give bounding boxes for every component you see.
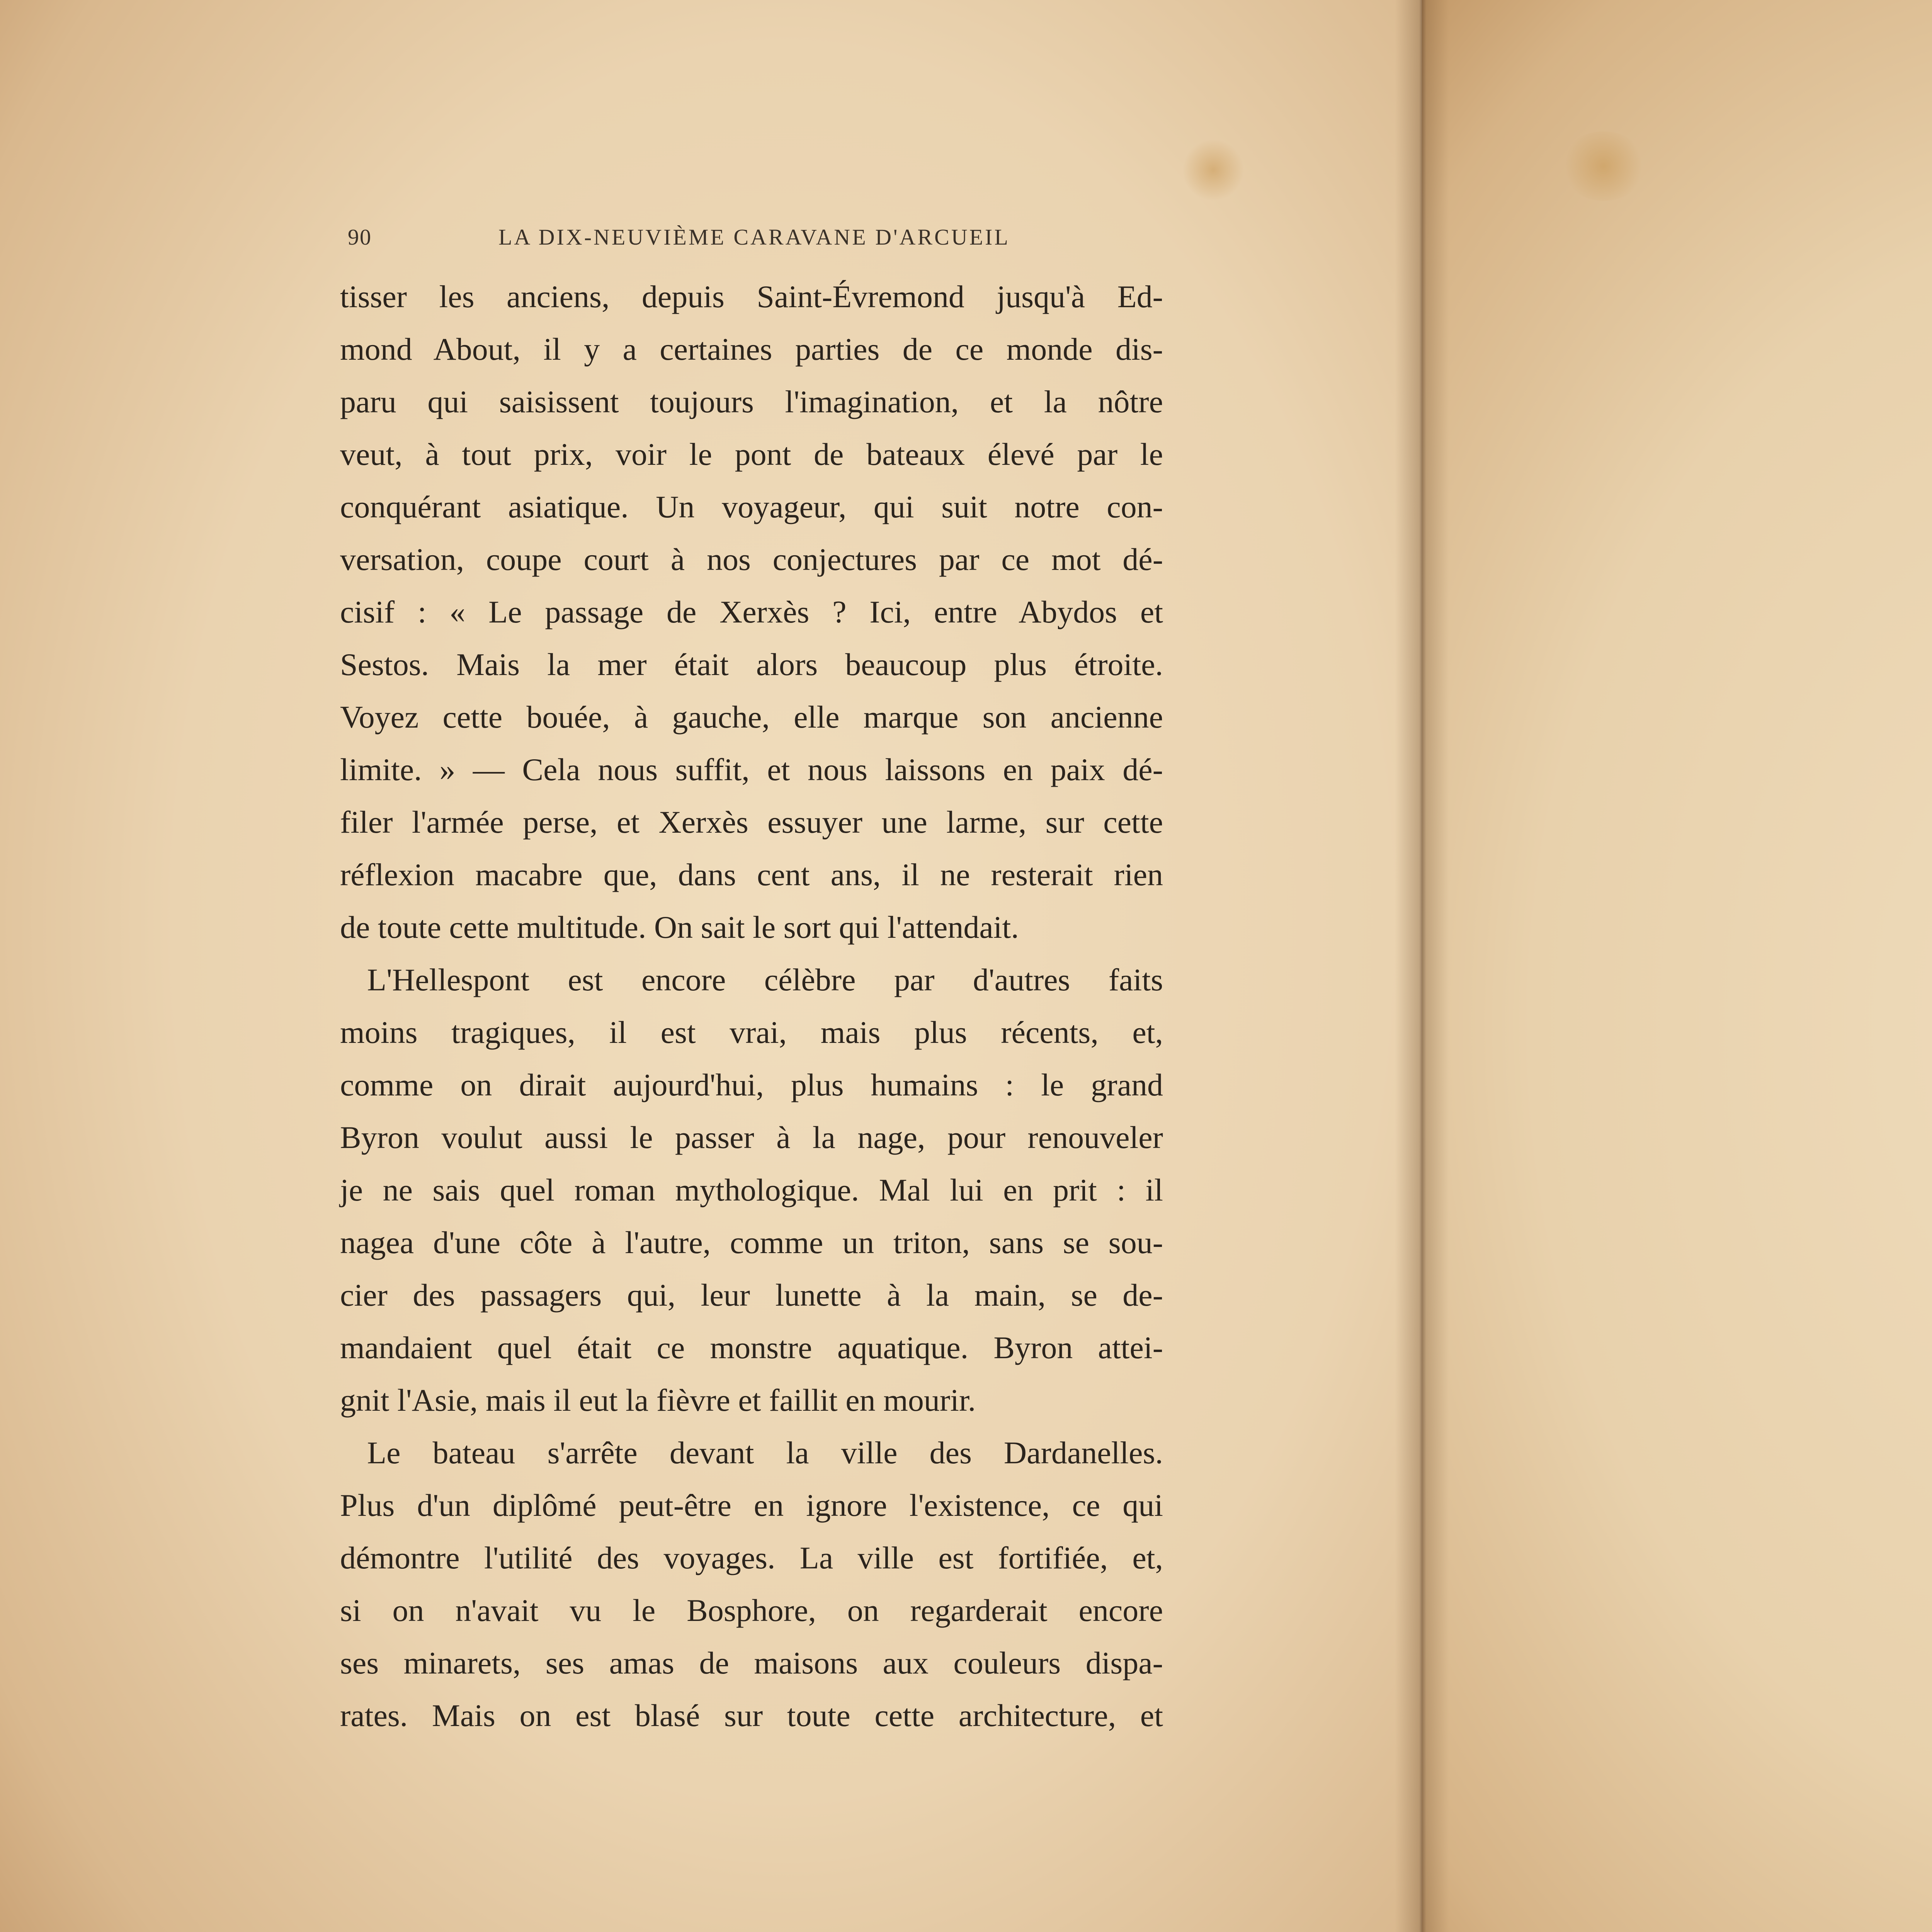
text-line: tisser les anciens, depuis Saint-Évremond jusqu'à Ed- (340, 279, 1163, 314)
text-line: Plus d'un diplômé peut-être en ignore l'existence, ce qui (340, 1488, 1163, 1523)
text-line: limite. » — Cela nous suffit, et nous laissons en paix dé- (340, 752, 1163, 787)
text-line: cier des passagers qui, leur lunette à la main, se de- (340, 1277, 1163, 1313)
text-line: paru qui saisissent toujours l'imagination, et la nôtre (340, 384, 1163, 419)
text-line: Byron voulut aussi le passer à la nage, pour renouveler (340, 1120, 1163, 1155)
foxing-stain (1182, 139, 1244, 201)
text-line: comme on dirait aujourd'hui, plus humains : le grand (340, 1067, 1163, 1102)
text-line: démontre l'utilité des voyages. La ville est fortifiée, et, (340, 1540, 1163, 1575)
foxing-stain (1561, 131, 1646, 201)
text-line: versation, coupe court à nos conjectures par ce mot dé- (340, 542, 1163, 577)
running-head (348, 224, 1151, 255)
text-line: conquérant asiatique. Un voyageur, qui suit notre con- (340, 489, 1163, 524)
text-line: mandaient quel était ce monstre aquatique. Byron attei- (340, 1330, 1163, 1365)
text-line: Voyez cette bouée, à gauche, elle marque son ancienne (340, 699, 1163, 735)
text-line: ses minarets, ses amas de maisons aux couleurs dispa- (340, 1645, 1163, 1680)
text-line: Le bateau s'arrête devant la ville des Dardanelles. (367, 1435, 1163, 1470)
text-line: réflexion macabre que, dans cent ans, il ne resterait rien (340, 857, 1163, 892)
body-text (340, 270, 1163, 1742)
book-gutter (1395, 0, 1449, 1932)
text-line: filer l'armée perse, et Xerxès essuyer une larme, sur cette (340, 804, 1163, 840)
running-title: LA DIX-NEUVIÈME CARAVANE D'ARCUEIL (498, 224, 1010, 250)
text-line: gnit l'Asie, mais il eut la fièvre et faillit en mourir. (340, 1383, 976, 1418)
text-line: veut, à tout prix, voir le pont de bateaux élevé par le (340, 437, 1163, 472)
text-line: si on n'avait vu le Bosphore, on regarderait encore (340, 1593, 1163, 1628)
page-number: 90 (348, 224, 372, 250)
text-line: nagea d'une côte à l'autre, comme un triton, sans se sou- (340, 1225, 1163, 1260)
text-line: je ne sais quel roman mythologique. Mal lui en prit : il (340, 1172, 1163, 1208)
text-line: moins tragiques, il est vrai, mais plus récents, et, (340, 1015, 1163, 1050)
text-line: L'Hellespont est encore célèbre par d'autres faits (367, 962, 1163, 997)
text-line: de toute cette multitude. On sait le sort qui l'attendait. (340, 910, 1019, 945)
text-line: cisif : « Le passage de Xerxès ? Ici, entre Abydos et (340, 594, 1163, 629)
text-line: rates. Mais on est blasé sur toute cette architecture, et (340, 1698, 1163, 1733)
right-page (1422, 0, 1932, 1932)
text-line: Sestos. Mais la mer était alors beaucoup plus étroite. (340, 647, 1163, 682)
text-line: mond About, il y a certaines parties de ce monde dis- (340, 332, 1163, 367)
